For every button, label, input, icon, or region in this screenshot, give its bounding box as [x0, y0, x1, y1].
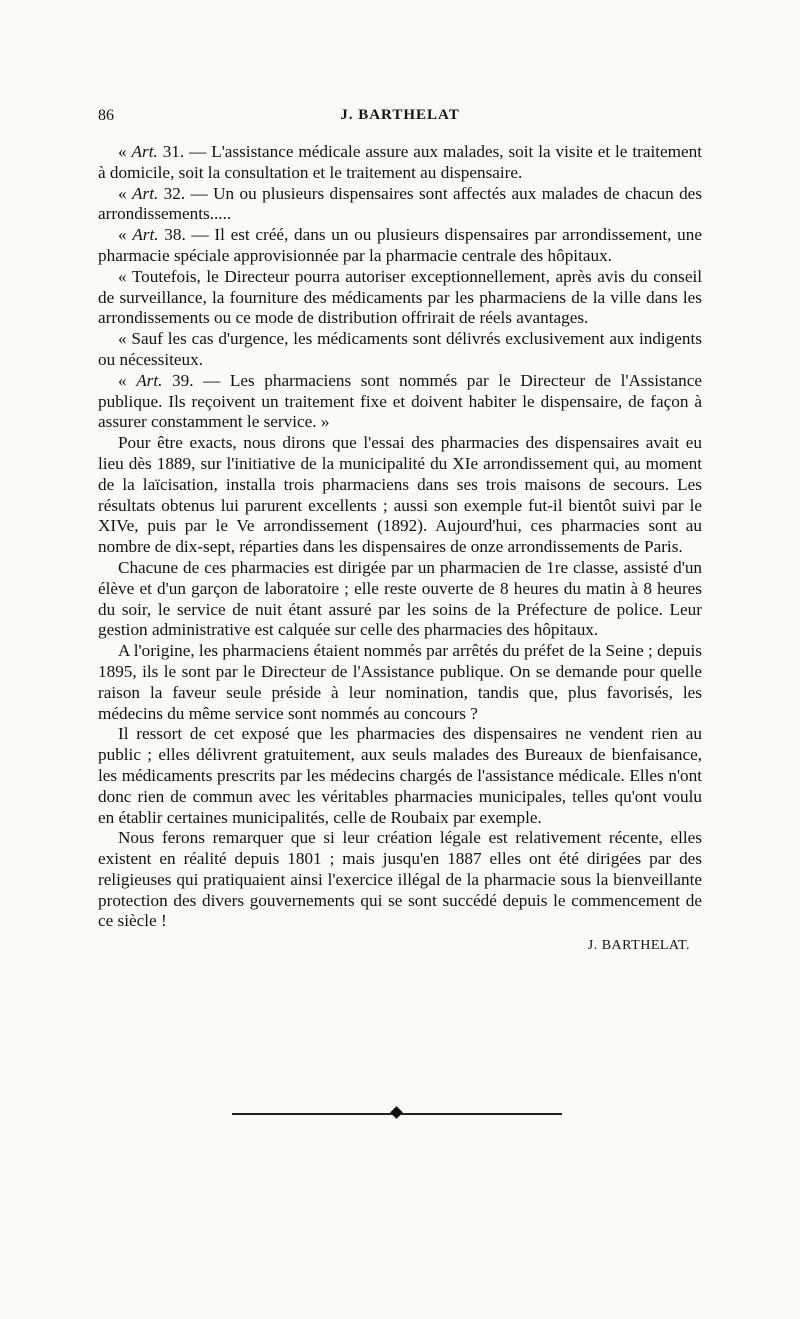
paragraph: « Art. 31. — L'assistance médicale assure aux malades, soit la visite et le traitement à domicile, soit la consultation et le traitement au dispensaire.: [98, 142, 703, 182]
running-head: J. BARTHELAT: [340, 107, 460, 123]
paragraph: « Art. 32. — Un ou plusieurs dispensaires sont affectés aux malades de chacun des arrondissements.....: [98, 183, 703, 224]
paragraph: A l'origine, les pharmaciens étaient nommés par arrêtés du préfet de la Seine ; depuis 1895, ils le sont par le Directeur de l'Assistance publique. On se demande pour quelle raison la faveur seule préside à leur nomination, tandis que, plus favorisés, les médecins du même service sont nommés au concours ?: [98, 641, 702, 723]
paragraph: « Art. 39. — Les pharmaciens sont nommés par le Directeur de l'Assistance publique. Ils reçoivent un traitement fixe et doivent habiter le dispensaire, de façon à assurer constamment le service. »: [98, 370, 703, 432]
paragraph: Nous ferons remarquer que si leur création légale est relativement récente, elles existent en réalité depuis 1801 ; mais jusqu'en 1887 elles ont été dirigées par des religieuses qui pratiquaient ainsi l'exercice illégal de la pharmacie sous la bienveillante protection des divers gouvernements qui se sont succédé depuis le commencement de ce siècle !: [98, 828, 702, 931]
paragraph: Chacune de ces pharmacies est dirigée par un pharmacien de 1re classe, assisté d'un élève et d'un garçon de laboratoire ; elle reste ouverte de 8 heures du matin à 8 heures du soir, le service de nuit étant assuré par les soins de la Préfecture de police. Leur gestion administrative est calquée sur celle des pharmacies des hôpitaux.: [98, 557, 702, 640]
author-signature: J. BARTHELAT.: [587, 938, 690, 954]
paragraph: Il ressort de cet exposé que les pharmacies des dispensaires ne vendent rien au public ; elles délivrent gratuitement, aux seuls malades des Bureaux de bienfaisance, les médicaments prescrits par les médecins chargés de l'assistance médicale. Elles n'ont donc rien de commun avec les véritables pharmacies municipales, telles qu'ont voulu en établir certaines municipalités, celle de Roubaix par exemple.: [98, 724, 702, 827]
paragraph: Pour être exacts, nous dirons que l'essai des pharmacies des dispensaires avait eu lieu dès 1889, sur l'initiative de la municipalité du XIe arrondissement qui, au moment de la laïcisation, installa trois pharmaciens dans ses trois maisons de secours. Les résultats obtenus lui parurent excellents ; aussi son exemple fut-il bientôt suivi par le XIVe, puis par le Ve arrondissement (1892). Aujourd'hui, ces pharmacies sont au nombre de dix-sept, réparties dans les dispensaires de onze arrondissements de Paris.: [98, 433, 702, 557]
body-text: [98, 142, 702, 957]
paragraph: « Art. 38. — Il est créé, dans un ou plusieurs dispensaires par arrondissement, une pharmacie spéciale approvisionnée par la pharmacie centrale des hôpitaux.: [98, 225, 703, 265]
diamond-ornament-icon: [390, 1106, 403, 1119]
page-header: [98, 107, 702, 129]
page-number: 86: [98, 107, 114, 124]
paragraph: « Sauf les cas d'urgence, les médicaments sont délivrés exclusivement aux indigents ou nécessiteux.: [98, 329, 702, 369]
end-divider: [232, 1108, 562, 1120]
paragraph: « Toutefois, le Directeur pourra autoriser exceptionnellement, après avis du conseil de surveillance, la fourniture des médicaments par les pharmaciens de la ville dans les arrondissements ou ce mode de distribution offrirait de réels avantages.: [98, 266, 702, 328]
